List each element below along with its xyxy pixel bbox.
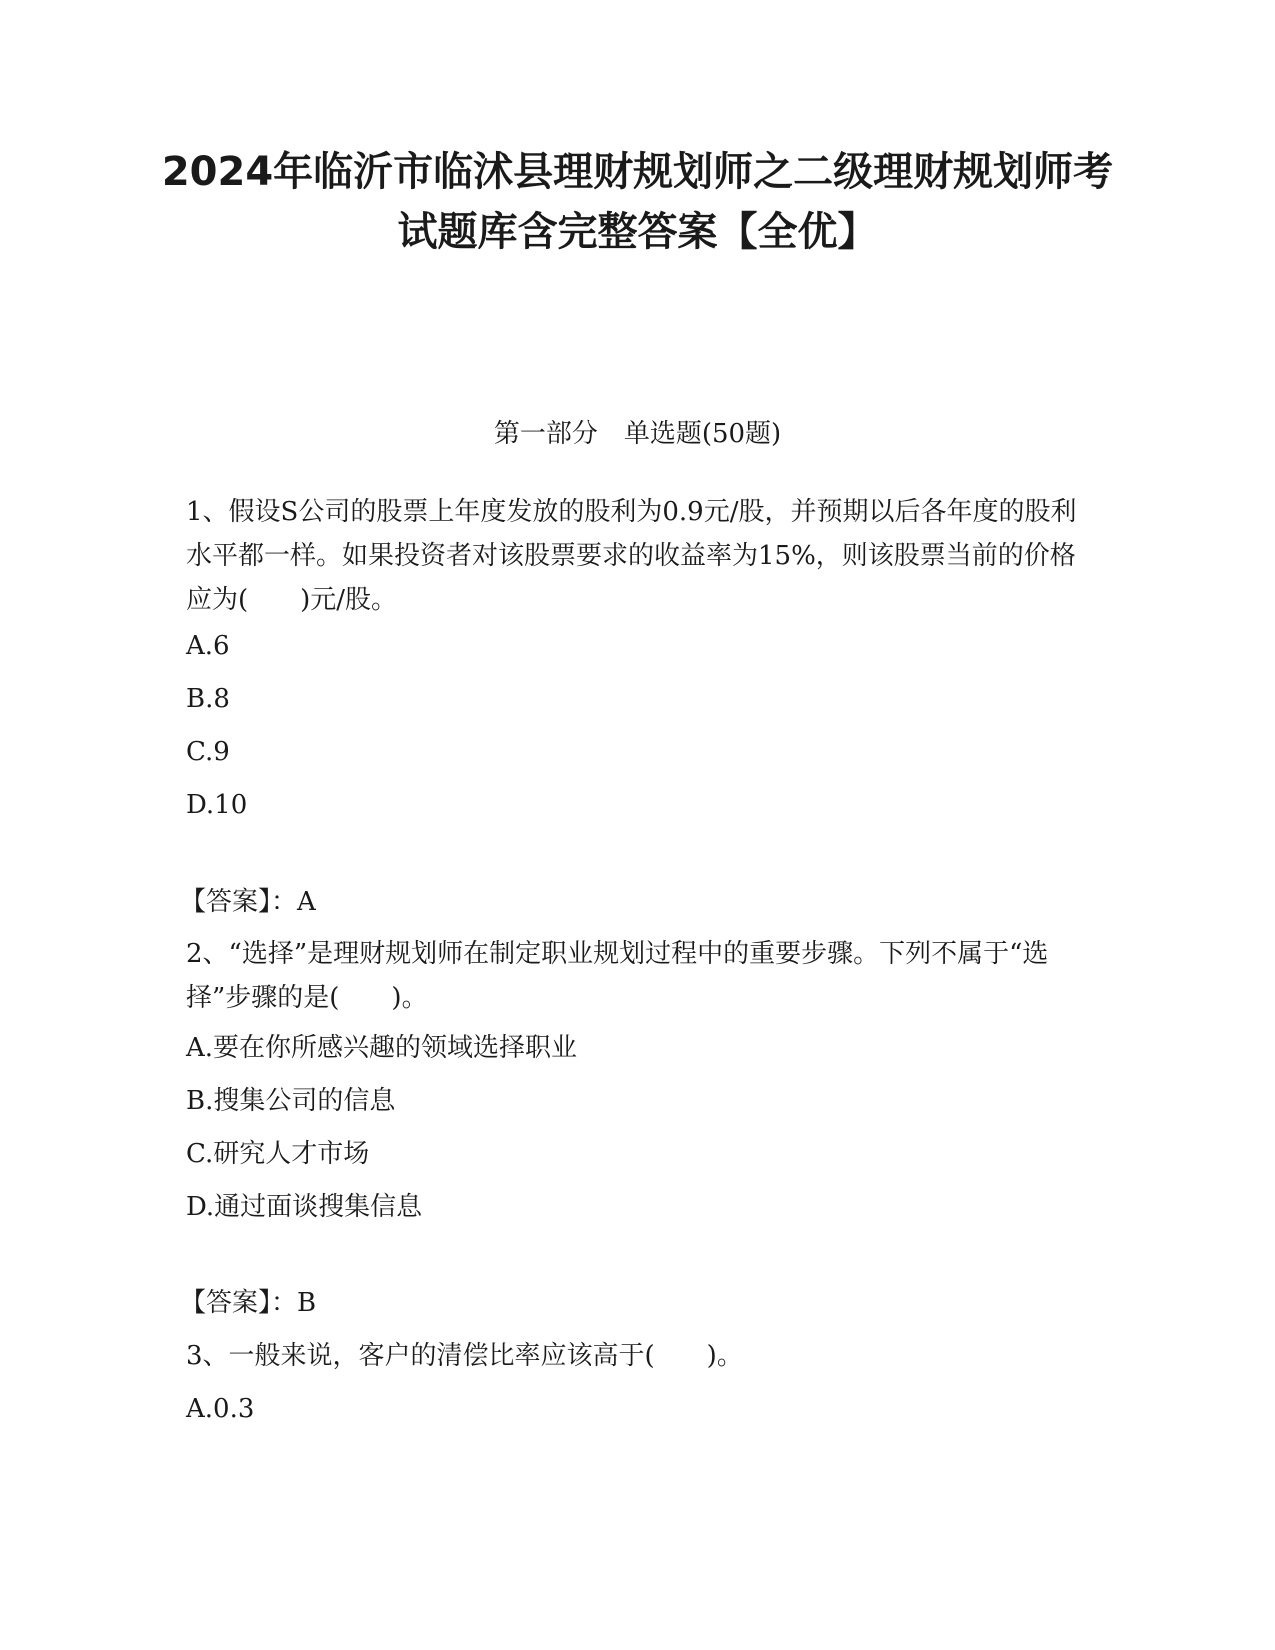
question-2-option-a: A.要在你所感兴趣的领域选择职业 [186, 1033, 578, 1063]
question-2-option-d: D.通过面谈搜集信息 [186, 1192, 423, 1222]
question-2-answer [180, 1285, 316, 1321]
question-3-stem: 3、一般来说，客户的清偿比率应该高于( )。 [186, 1341, 743, 1371]
answer-value: B [297, 1288, 317, 1318]
question-1-option-b: B.8 [186, 684, 230, 714]
answer-label: 【答案】： [180, 1288, 298, 1318]
question-1-answer [180, 884, 316, 920]
document-title: 2024年临沂市临沭县理财规划师之二级理财规划师考试题库含完整答案【全优】 [161, 149, 1114, 255]
answer-label: 【答案】： [180, 887, 298, 917]
question-3-option-a: A.0.3 [186, 1394, 255, 1424]
question-1-option-d: D.10 [186, 790, 248, 820]
question-1-stem: 1、假设S公司的股票上年度发放的股利为0.9元/股，并预期以后各年度的股利水平都一样。如果投资者对该股票要求的收益率为15%，则该股票当前的价格应为( )元/股。 [186, 497, 1077, 615]
answer-value: A [297, 887, 316, 917]
question-1-option-a: A.6 [186, 631, 230, 661]
question-1-option-c: C.9 [186, 737, 230, 767]
question-2-option-b: B.搜集公司的信息 [186, 1086, 396, 1116]
question-2-stem: 2、“选择”是理财规划师在制定职业规划过程中的重要步骤。下列不属于“选择”步骤的是( )。 [186, 939, 1049, 1013]
section-heading: 第一部分 单选题(50题) [493, 419, 782, 449]
question-2-option-c: C.研究人才市场 [186, 1139, 370, 1169]
